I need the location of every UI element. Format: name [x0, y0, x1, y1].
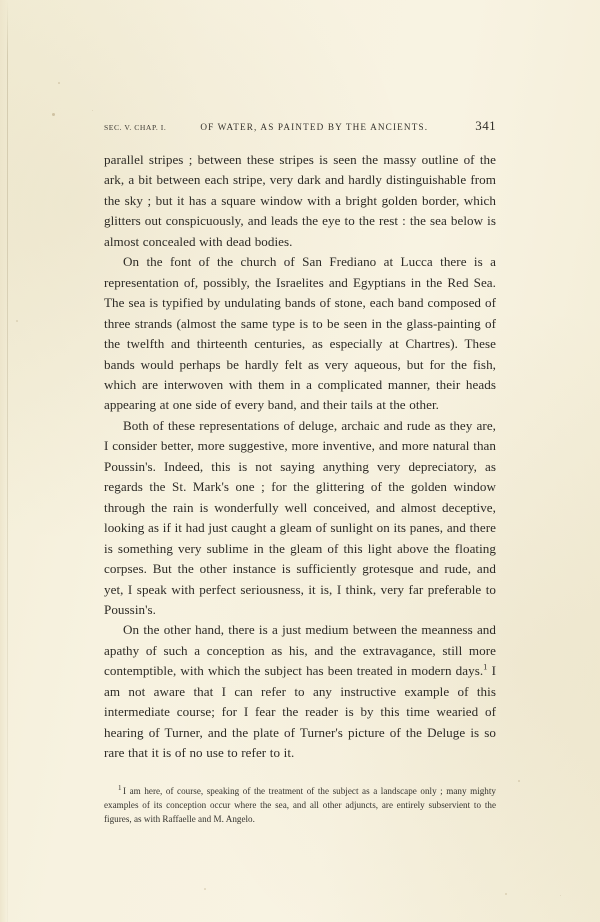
running-head-section: SEC. V. CHAP. I. — [104, 123, 167, 132]
paper-speck — [92, 110, 93, 111]
page-content — [104, 118, 496, 826]
body-paragraph: parallel stripes ; between these stripes is seen the massy outline of the ark, a bit between each stripe, very dark and hardly distinguishable from the sky ; but it has a square window with a bright golden border, which glitters out conspicuously, and leads the eye to the rest : the sea below is almost concealed with dead bodies. — [104, 152, 496, 249]
footnote — [104, 784, 496, 827]
body-paragraph-with-footnote — [104, 620, 496, 763]
paper-speck — [518, 780, 520, 782]
page-left-scan-edge — [7, 0, 8, 922]
paper-speck — [204, 888, 206, 890]
paper-speck — [505, 893, 507, 895]
footnote-number: 1 — [118, 783, 122, 792]
body-paragraph: On the font of the church of San Frediano at Lucca there is a representation of, possibly, the Israelites and Egyptians in the Red Sea. The sea is typified by undulating bands of stone, each band composed of three strands (almost the same type is to be seen in the glass-painting of the twelfth and thirteenth centuries, as especially at Chartres). These bands would perhaps be hardly felt as very aqueous, but for the fish, which are interwoven with them in a complicated manner, their heads appearing at one side of every band, and their tails at the other. — [104, 254, 496, 413]
body-paragraph-text-before-marker: On the other hand, there is a just medium between the meanness and apathy of such a conception as his, and the extravagance, still more contemptible, with which the subject has been treated in modern days. — [104, 622, 496, 679]
paper-speck — [16, 320, 18, 322]
body-paragraph: Both of these representations of deluge, archaic and rude as they are, I consider better, more suggestive, more inventive, and more natural than Poussin's. Indeed, this is not saying anything very depreciatory, as regards the St. Mark's one ; for the glittering of the golden window through the rain is wonderfully well conceived, and almost deceptive, looking as if it had just caught a gleam of sunlight on its panes, and there is something very sublime in the gleam of this light above the floating corpses. But the other instance is sufficiently grotesque and rude, and yet, I speak with perfect seriousness, it is, I think, very far preferable to Poussin's. — [104, 417, 496, 617]
paper-speck — [560, 895, 561, 896]
body-paragraph-text-after-marker: I am not aware that I can refer to any instructive example of this intermediate course; for I fear the reader is by this time wearied of hearing of Turner, and the plate of Turner's picture of the Deluge is so rare that it is of no use to refer to it. — [104, 663, 496, 761]
running-head-title: OF WATER, AS PAINTED BY THE ANCIENTS. — [200, 122, 429, 132]
footnote-text: I am here, of course, speaking of the treatment of the subject as a landscape only ; many mighty examples of its conception occur where the sea, and all other adjuncts, are entirely subservient to the figures, as with Raffaelle and M. Angelo. — [104, 785, 496, 824]
footnote-reference-marker: 1 — [483, 661, 488, 672]
paper-speck — [52, 113, 55, 116]
running-head — [104, 118, 496, 133]
page-number: 341 — [475, 118, 496, 133]
paper-speck — [58, 82, 60, 84]
